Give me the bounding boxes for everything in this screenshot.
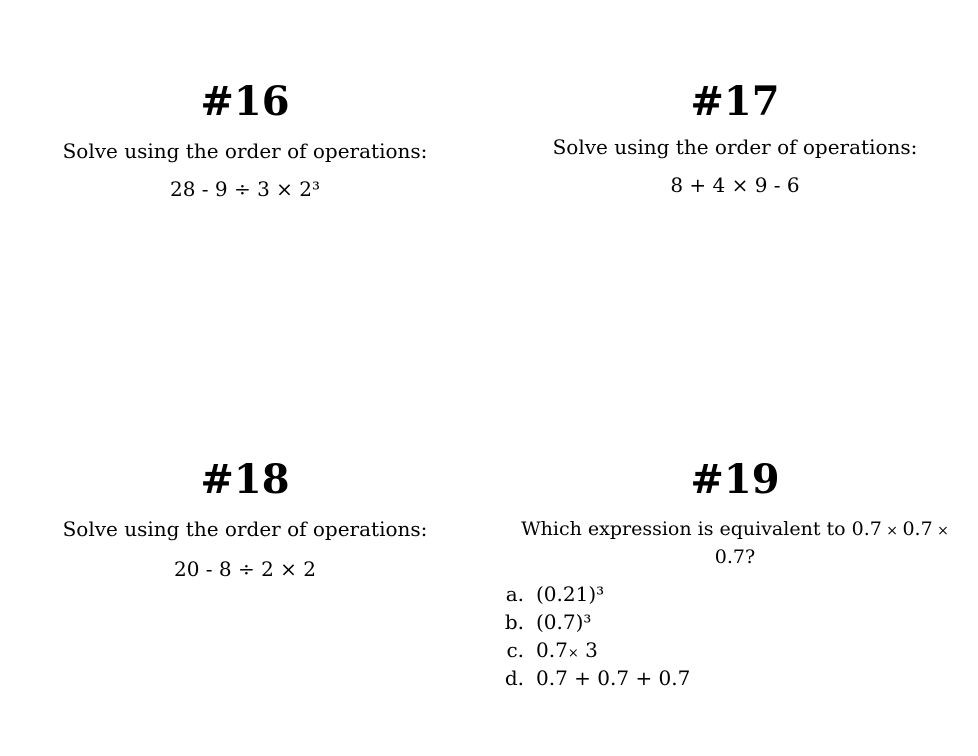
choice-letter: b. <box>504 610 524 634</box>
choice-text: 0.7 + 0.7 + 0.7 <box>536 666 691 690</box>
choice-text: (0.7)³ <box>536 610 592 634</box>
choice-text-post: 3 <box>578 638 598 662</box>
choice-text-pre: 0.7 <box>536 638 568 662</box>
choice-letter: d. <box>504 666 524 690</box>
problem-instruction: Solve using the order of operations: <box>62 139 428 163</box>
question-mid: 0.7 <box>902 518 933 540</box>
question-suffix: 0.7? <box>714 546 756 568</box>
choice-b <box>500 608 970 636</box>
question-prefix: Which expression is equivalent to 0.7 <box>521 518 882 540</box>
problem-18-card <box>40 456 450 582</box>
problem-number: #19 <box>690 456 780 503</box>
problem-19-card <box>500 456 970 692</box>
choice-a <box>500 580 970 608</box>
problem-expression: 28 - 9 ÷ 3 × 2³ <box>169 177 321 201</box>
problem-instruction: Solve using the order of operations: <box>552 135 918 159</box>
choice-letter: c. <box>506 638 524 662</box>
choice-text: (0.21)³ <box>536 582 605 606</box>
problem-16-card <box>40 78 450 202</box>
problem-number: #18 <box>200 456 290 503</box>
problem-expression: 20 - 8 ÷ 2 × 2 <box>173 557 317 581</box>
multiply-operator: × <box>881 523 903 539</box>
multiply-operator: × <box>932 523 949 539</box>
problem-number: #16 <box>200 78 290 125</box>
problem-instruction: Solve using the order of operations: <box>62 517 428 541</box>
choice-letter: a. <box>505 582 524 606</box>
multiply-operator: × <box>567 646 579 661</box>
choice-d <box>500 664 970 692</box>
choice-c <box>500 636 970 664</box>
problem-question <box>500 516 970 570</box>
answer-choices <box>500 580 970 692</box>
problem-17-card <box>530 78 940 198</box>
problem-expression: 8 + 4 × 9 - 6 <box>670 173 800 197</box>
problem-number: #17 <box>690 78 780 125</box>
